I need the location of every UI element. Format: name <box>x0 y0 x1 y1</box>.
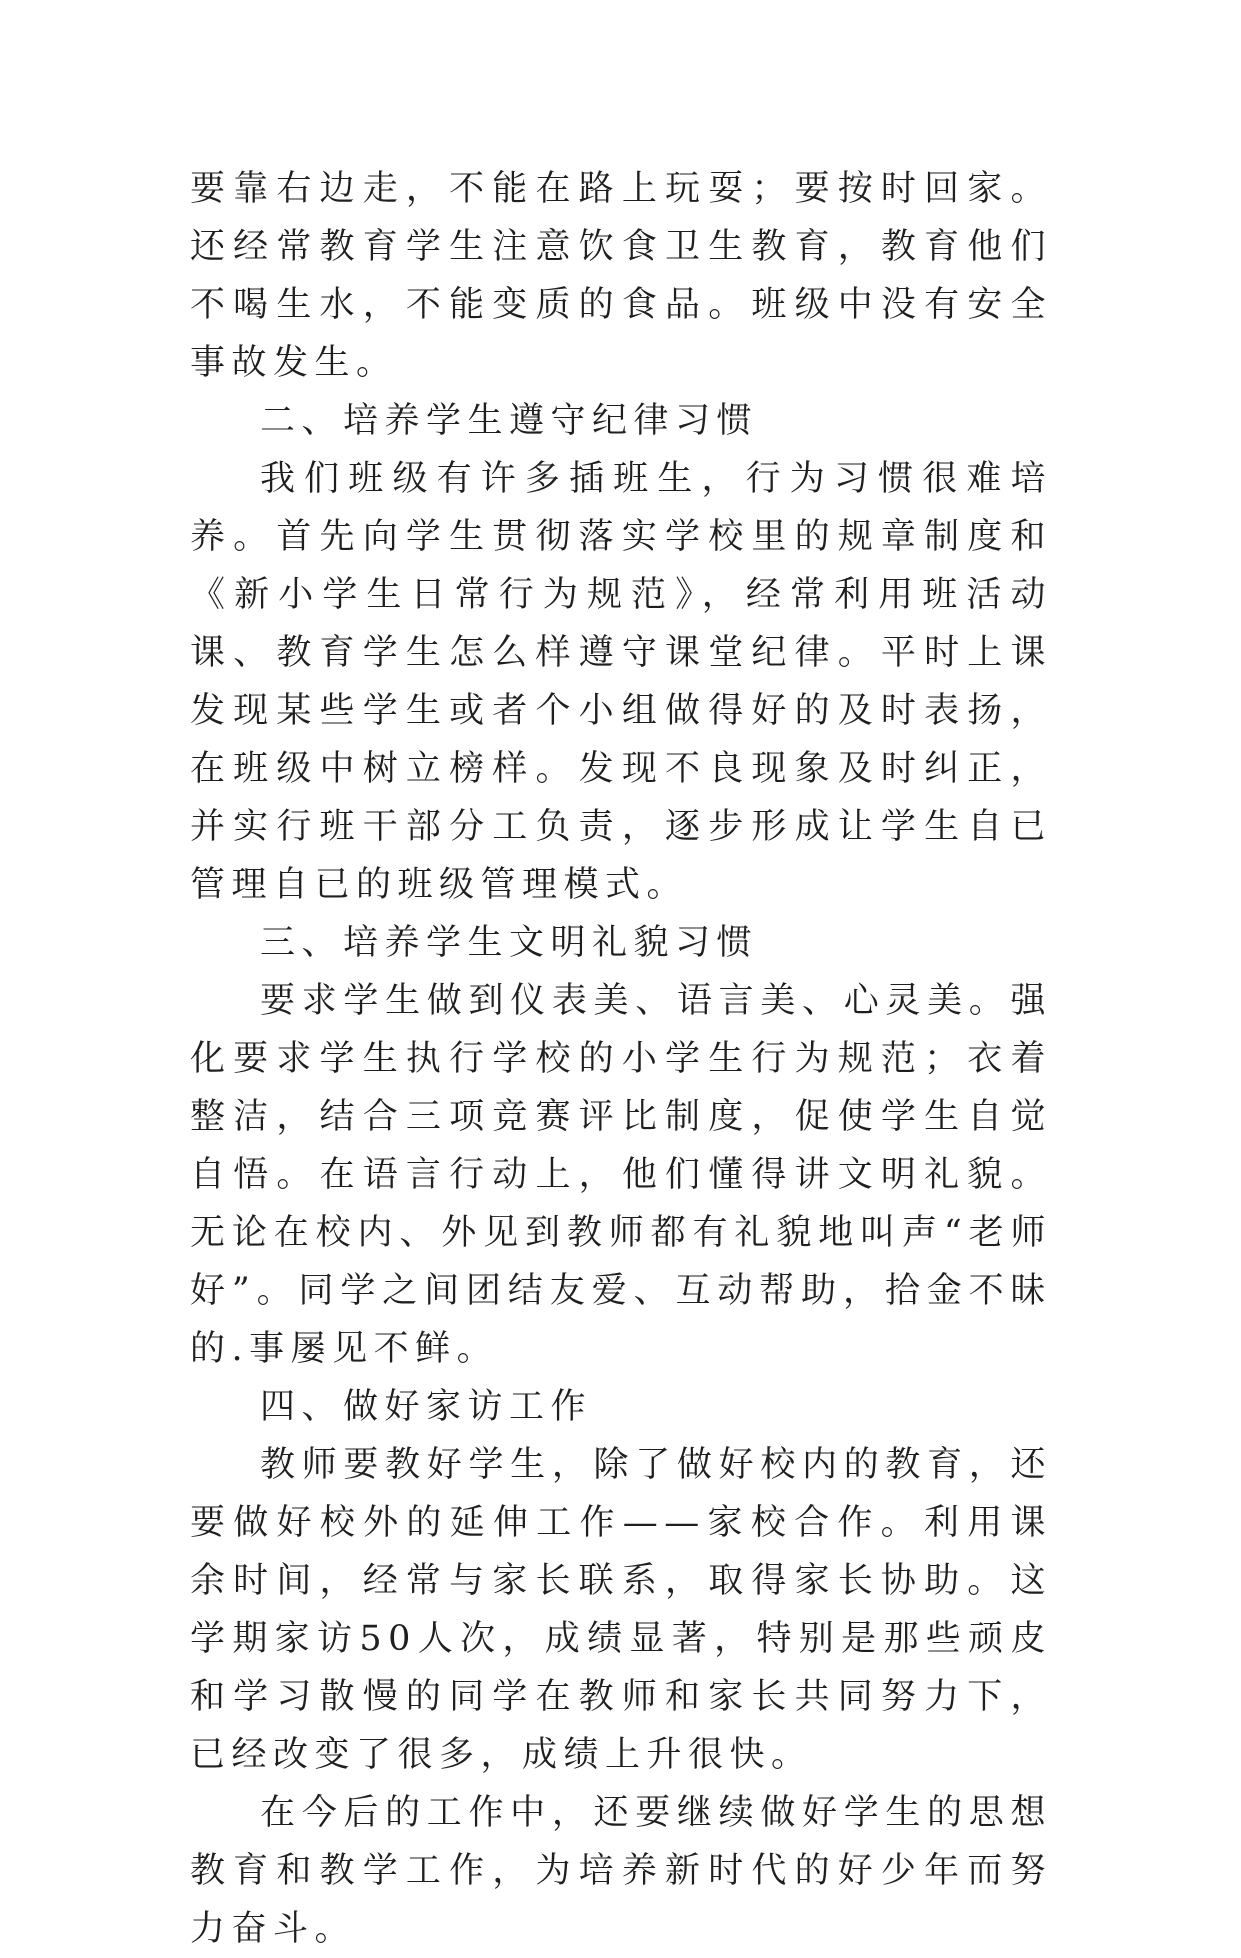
paragraph-courtesy: 要求学生做到仪表美、语言美、心灵美。强化要求学生执行学校的小学生行为规范；衣着整洁，结合三项竞赛评比制度，促使学生自觉自悟。在语言行动上，他们懂得讲文明礼貌。无论在校内、外见到教师都有礼貌地叫声“老师好”。同学之间团结友爱、互动帮助，拾金不昧的.事屡见不鲜。 <box>190 981 1052 1369</box>
paragraph-home-visits: 教师要教好学生，除了做好校内的教育，还要做好校外的延伸工作——家校合作。利用课余时间，经常与家长联系，取得家长协助。这学期家访50人次，成绩显著，特别是那些顽皮和学习散慢的同学在教师和家长共同努力下，已经改变了很多，成绩上升很快。 <box>190 1445 1052 1775</box>
paragraph-safety-continued: 要靠右边走，不能在路上玩耍；要按时回家。还经常教育学生注意饮食卫生教育，教育他们不喝生水，不能变质的食品。班级中没有安全事故发生。 <box>190 169 1052 383</box>
heading-courtesy: 三、培养学生文明礼貌习惯 <box>260 923 759 963</box>
heading-discipline: 二、培养学生遵守纪律习惯 <box>260 401 759 441</box>
paragraph-discipline: 我们班级有许多插班生，行为习惯很难培养。首先向学生贯彻落实学校里的规章制度和《新小学生日常行为规范》，经常利用班活动课、教育学生怎么样遵守课堂纪律。平时上课发现某些学生或者个小组做得好的及时表扬，在班级中树立榜样。发现不良现象及时纠正，并实行班干部分工负责，逐步形成让学生自已管理自已的班级管理模式。 <box>190 459 1052 905</box>
paragraph-conclusion: 在今后的工作中，还要继续做好学生的思想教育和教学工作，为培养新时代的好少年而努力奋斗。 <box>190 1793 1052 1949</box>
heading-home-visits: 四、做好家访工作 <box>260 1387 593 1427</box>
document-page <box>190 160 1052 1958</box>
